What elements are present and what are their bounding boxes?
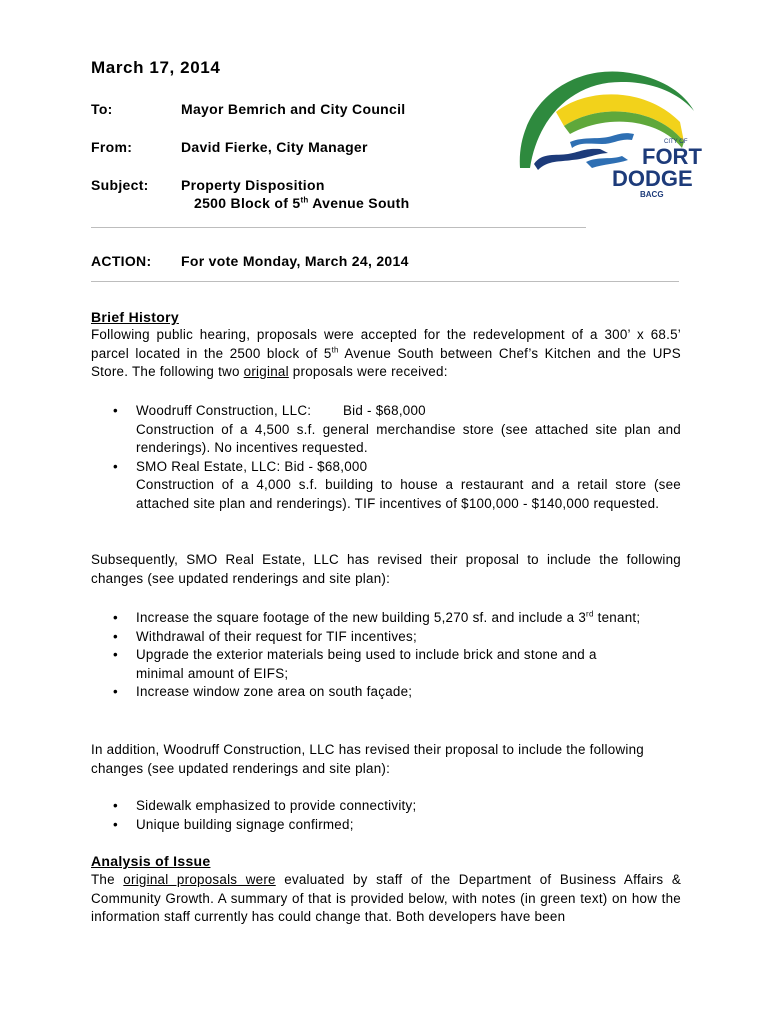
logo-bacg: BACG (640, 190, 664, 199)
action-value: For vote Monday, March 24, 2014 (181, 253, 409, 269)
smo-changes-list (91, 609, 646, 702)
brief-history-title: Brief History (91, 309, 179, 325)
from-label: From: (91, 139, 133, 155)
smo-change-item: • Withdrawal of their request for TIF incentives; (113, 628, 417, 644)
proposal-detail: Construction of a 4,500 s.f. general merchandise store (see attached site plan and renderings). No incentives requested. (136, 421, 681, 455)
logo-city-of: CITY OF (664, 139, 688, 145)
smo-revision-paragraph: Subsequently, SMO Real Estate, LLC has revised their proposal to include the following changes (see updated renderings and site plan): (91, 552, 681, 586)
proposal-item-woodruff: • Woodruff Construction, LLC: Bid - $68,000 Construction of a 4,500 s.f. general merchandise store (see attached site plan and renderings). No incentives requested. (91, 402, 681, 458)
woodruff-revision-paragraph: In addition, Woodruff Construction, LLC has revised their proposal to include the following changes (see updated renderings and site plan): (91, 742, 644, 776)
action-divider (91, 281, 679, 282)
woodruff-change-item: • Unique building signage confirmed; (113, 816, 354, 832)
subject-line-2: 2500 Block of 5th Avenue South (194, 195, 410, 211)
proposal-detail: Construction of a 4,000 s.f. building to house a restaurant and a retail store (see attached site plan and renderings). TIF incentives of $100,000 - $140,000 requested. (136, 477, 681, 511)
to-value: Mayor Bemrich and City Council (181, 101, 406, 117)
smo-change-item: • Upgrade the exterior materials being used to include brick and stone and a minimal amount of EIFS; (113, 647, 597, 681)
proposal-item-smo: • SMO Real Estate, LLC: Bid - $68,000 Construction of a 4,000 s.f. building to house a restaurant and a retail store (see attached site plan and renderings). TIF incentives of $100,000 - $140,000 requested. (91, 458, 681, 514)
smo-change-item: • Increase window zone area on south façade; (113, 684, 413, 699)
smo-change-item: • Increase the square footage of the new building 5,270 sf. and include a 3rd tenant; (113, 609, 641, 625)
subject-label: Subject: (91, 177, 149, 193)
logo-dodge: DODGE (612, 166, 693, 191)
proposal-head: Woodruff Construction, LLC: Bid - $68,000 (136, 403, 426, 418)
proposal-list (91, 402, 681, 513)
logo-fort: FORT (642, 144, 702, 169)
fort-dodge-logo (508, 56, 708, 206)
analysis-paragraph: The original proposals were evaluated by staff of the Department of Business Affairs & Community Growth. A summary of that is provided below, with notes (in green text) on how the information staff currently has could change that. Both developers have been (91, 872, 682, 924)
woodruff-change-item: • Sidewalk emphasized to provide connectivity; (113, 798, 417, 813)
brief-history-intro: Following public hearing, proposals were accepted for the redevelopment of a 300’ x 68.5’ parcel located in the 2500 block of 5th Avenue South between Chef’s Kitchen and the UPS Store. The following two original proposals were received: (91, 327, 681, 379)
logo-river-2 (570, 133, 634, 148)
memo-date: March 17, 2014 (91, 58, 221, 77)
woodruff-changes-list (91, 797, 681, 834)
to-label: To: (91, 101, 113, 117)
action-label: ACTION: (91, 253, 152, 269)
proposal-head: SMO Real Estate, LLC: Bid - $68,000 (136, 458, 368, 474)
subject-line-1: Property Disposition (181, 177, 325, 193)
header-divider (91, 227, 586, 228)
analysis-title: Analysis of Issue (91, 853, 211, 869)
from-value: David Fierke, City Manager (181, 139, 368, 155)
